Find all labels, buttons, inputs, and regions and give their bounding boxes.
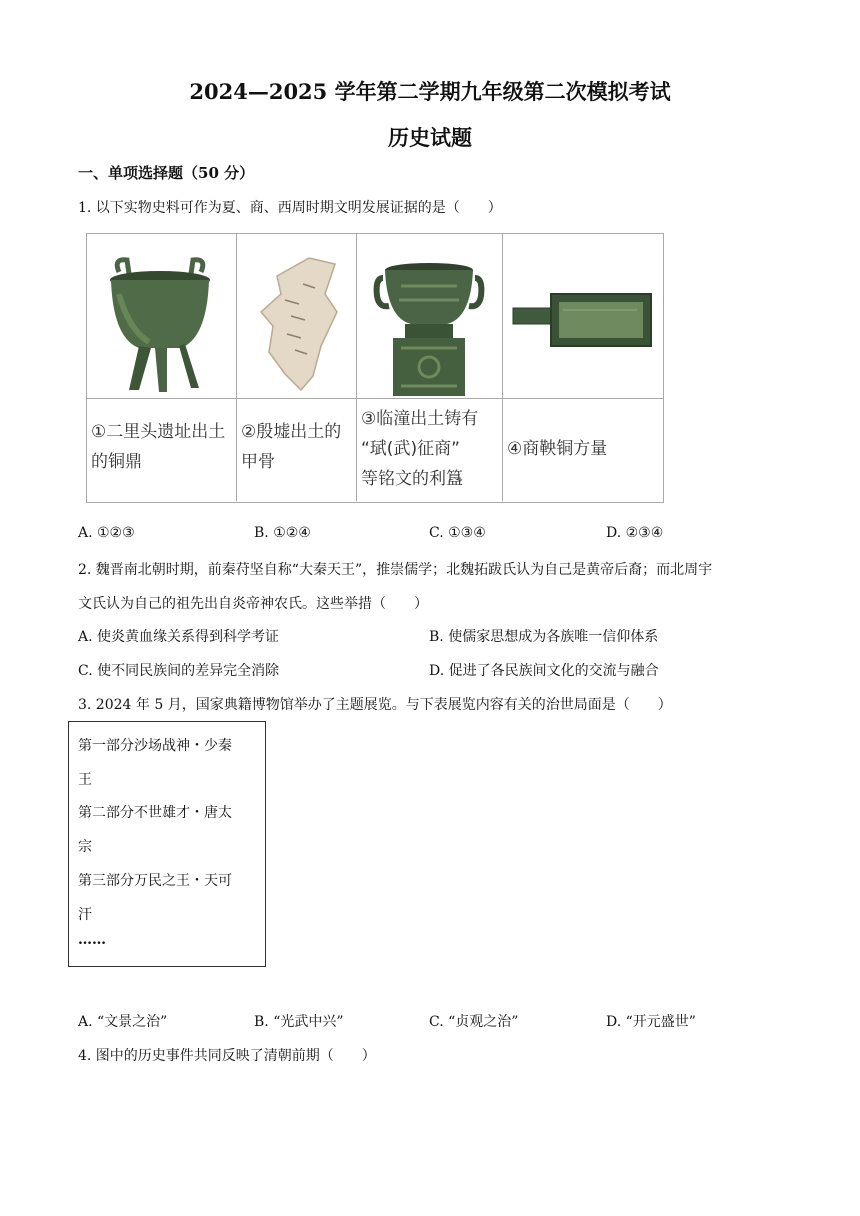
q3-box-line: 第三部分万民之王・天可 (78, 873, 232, 889)
q3-box-line: 宗 (78, 839, 92, 855)
q2-option-b[interactable]: B. 使儒家思想成为各族唯一信仰体系 (429, 629, 659, 645)
q2-option-a[interactable]: A. 使炎黄血缘关系得到科学考证 (78, 629, 280, 645)
exam-title: 2024—2025 学年第二学期九年级第二次模拟考试 (189, 79, 671, 104)
exam-subtitle: 历史试题 (388, 125, 472, 150)
q3-option-c[interactable]: C. “贞观之治” (429, 1014, 519, 1030)
section-heading: 一、单项选择题（50 分） (78, 164, 255, 182)
q1-option-d[interactable]: D. ②③④ (606, 525, 664, 541)
q3-option-d[interactable]: D. “开元盛世” (606, 1014, 696, 1030)
q3-option-a[interactable]: A. “文景之治” (78, 1014, 168, 1030)
q1-caption-1-line1: ①二里头遗址出土 (91, 422, 226, 442)
q3-box-line: 第一部分沙场战神・少秦 (78, 738, 232, 754)
q3-exhibition-box (68, 721, 266, 967)
question-4-stem: 4. 图中的历史事件共同反映了清朝前期（ ） (78, 1048, 376, 1064)
q1-option-a[interactable]: A. ①②③ (78, 525, 135, 541)
question-3-stem: 3. 2024 年 5 月，国家典籍博物馆举办了主题展览。与下表展览内容有关的治世局面是（ ） (78, 697, 672, 713)
q1-cell-3 (357, 234, 503, 501)
question-1-stem: 1. 以下实物史料可作为夏、商、西周时期文明发展证据的是（ ） (78, 200, 502, 216)
question-2-stem-line1: 2. 魏晋南北朝时期，前秦苻坚自称“大秦天王”，推崇儒学；北魏拓跋氏认为自己是黄帝后裔；而北周宇 (78, 562, 713, 578)
q1-caption-3-line3: 等铭文的利簋 (361, 469, 463, 489)
q1-cell-2 (237, 234, 357, 501)
q1-cell-1 (87, 234, 237, 501)
question-2-stem-line2: 文氏认为自己的祖先出自炎帝神农氏。这些举措（ ） (78, 596, 428, 612)
q1-option-c[interactable]: C. ①③④ (429, 525, 486, 541)
q1-option-b[interactable]: B. ①②④ (254, 525, 311, 541)
q2-option-d[interactable]: D. 促进了各民族间文化的交流与融合 (429, 663, 659, 679)
q2-option-c[interactable]: C. 使不同民族间的差异完全消除 (78, 663, 280, 679)
q1-caption-2-line1: ②殷墟出土的 (241, 422, 342, 442)
li-gui-vessel-icon (371, 256, 487, 398)
shang-yang-measure-icon (511, 290, 655, 350)
oracle-bone-icon (251, 254, 347, 394)
q1-image-table (86, 233, 664, 503)
q3-box-line: 汗 (78, 907, 92, 923)
bronze-ding-icon (99, 250, 221, 394)
q1-caption-1-line2: 的铜鼎 (91, 452, 142, 472)
q3-option-b[interactable]: B. “光武中兴” (254, 1014, 344, 1030)
q1-caption-3-line1: ③临潼出土铸有 (361, 409, 479, 429)
q3-box-line: 第二部分不世雄才・唐太 (78, 805, 232, 821)
q1-caption-2-line2: 甲骨 (241, 452, 275, 472)
q3-box-line: 王 (78, 772, 92, 788)
q3-box-ellipsis: …… (78, 932, 106, 948)
q1-cell-4 (503, 234, 662, 501)
q1-caption-4-line1: ④商鞅铜方量 (507, 439, 608, 459)
q1-caption-3-line2: “珷(武)征商” (361, 439, 460, 459)
